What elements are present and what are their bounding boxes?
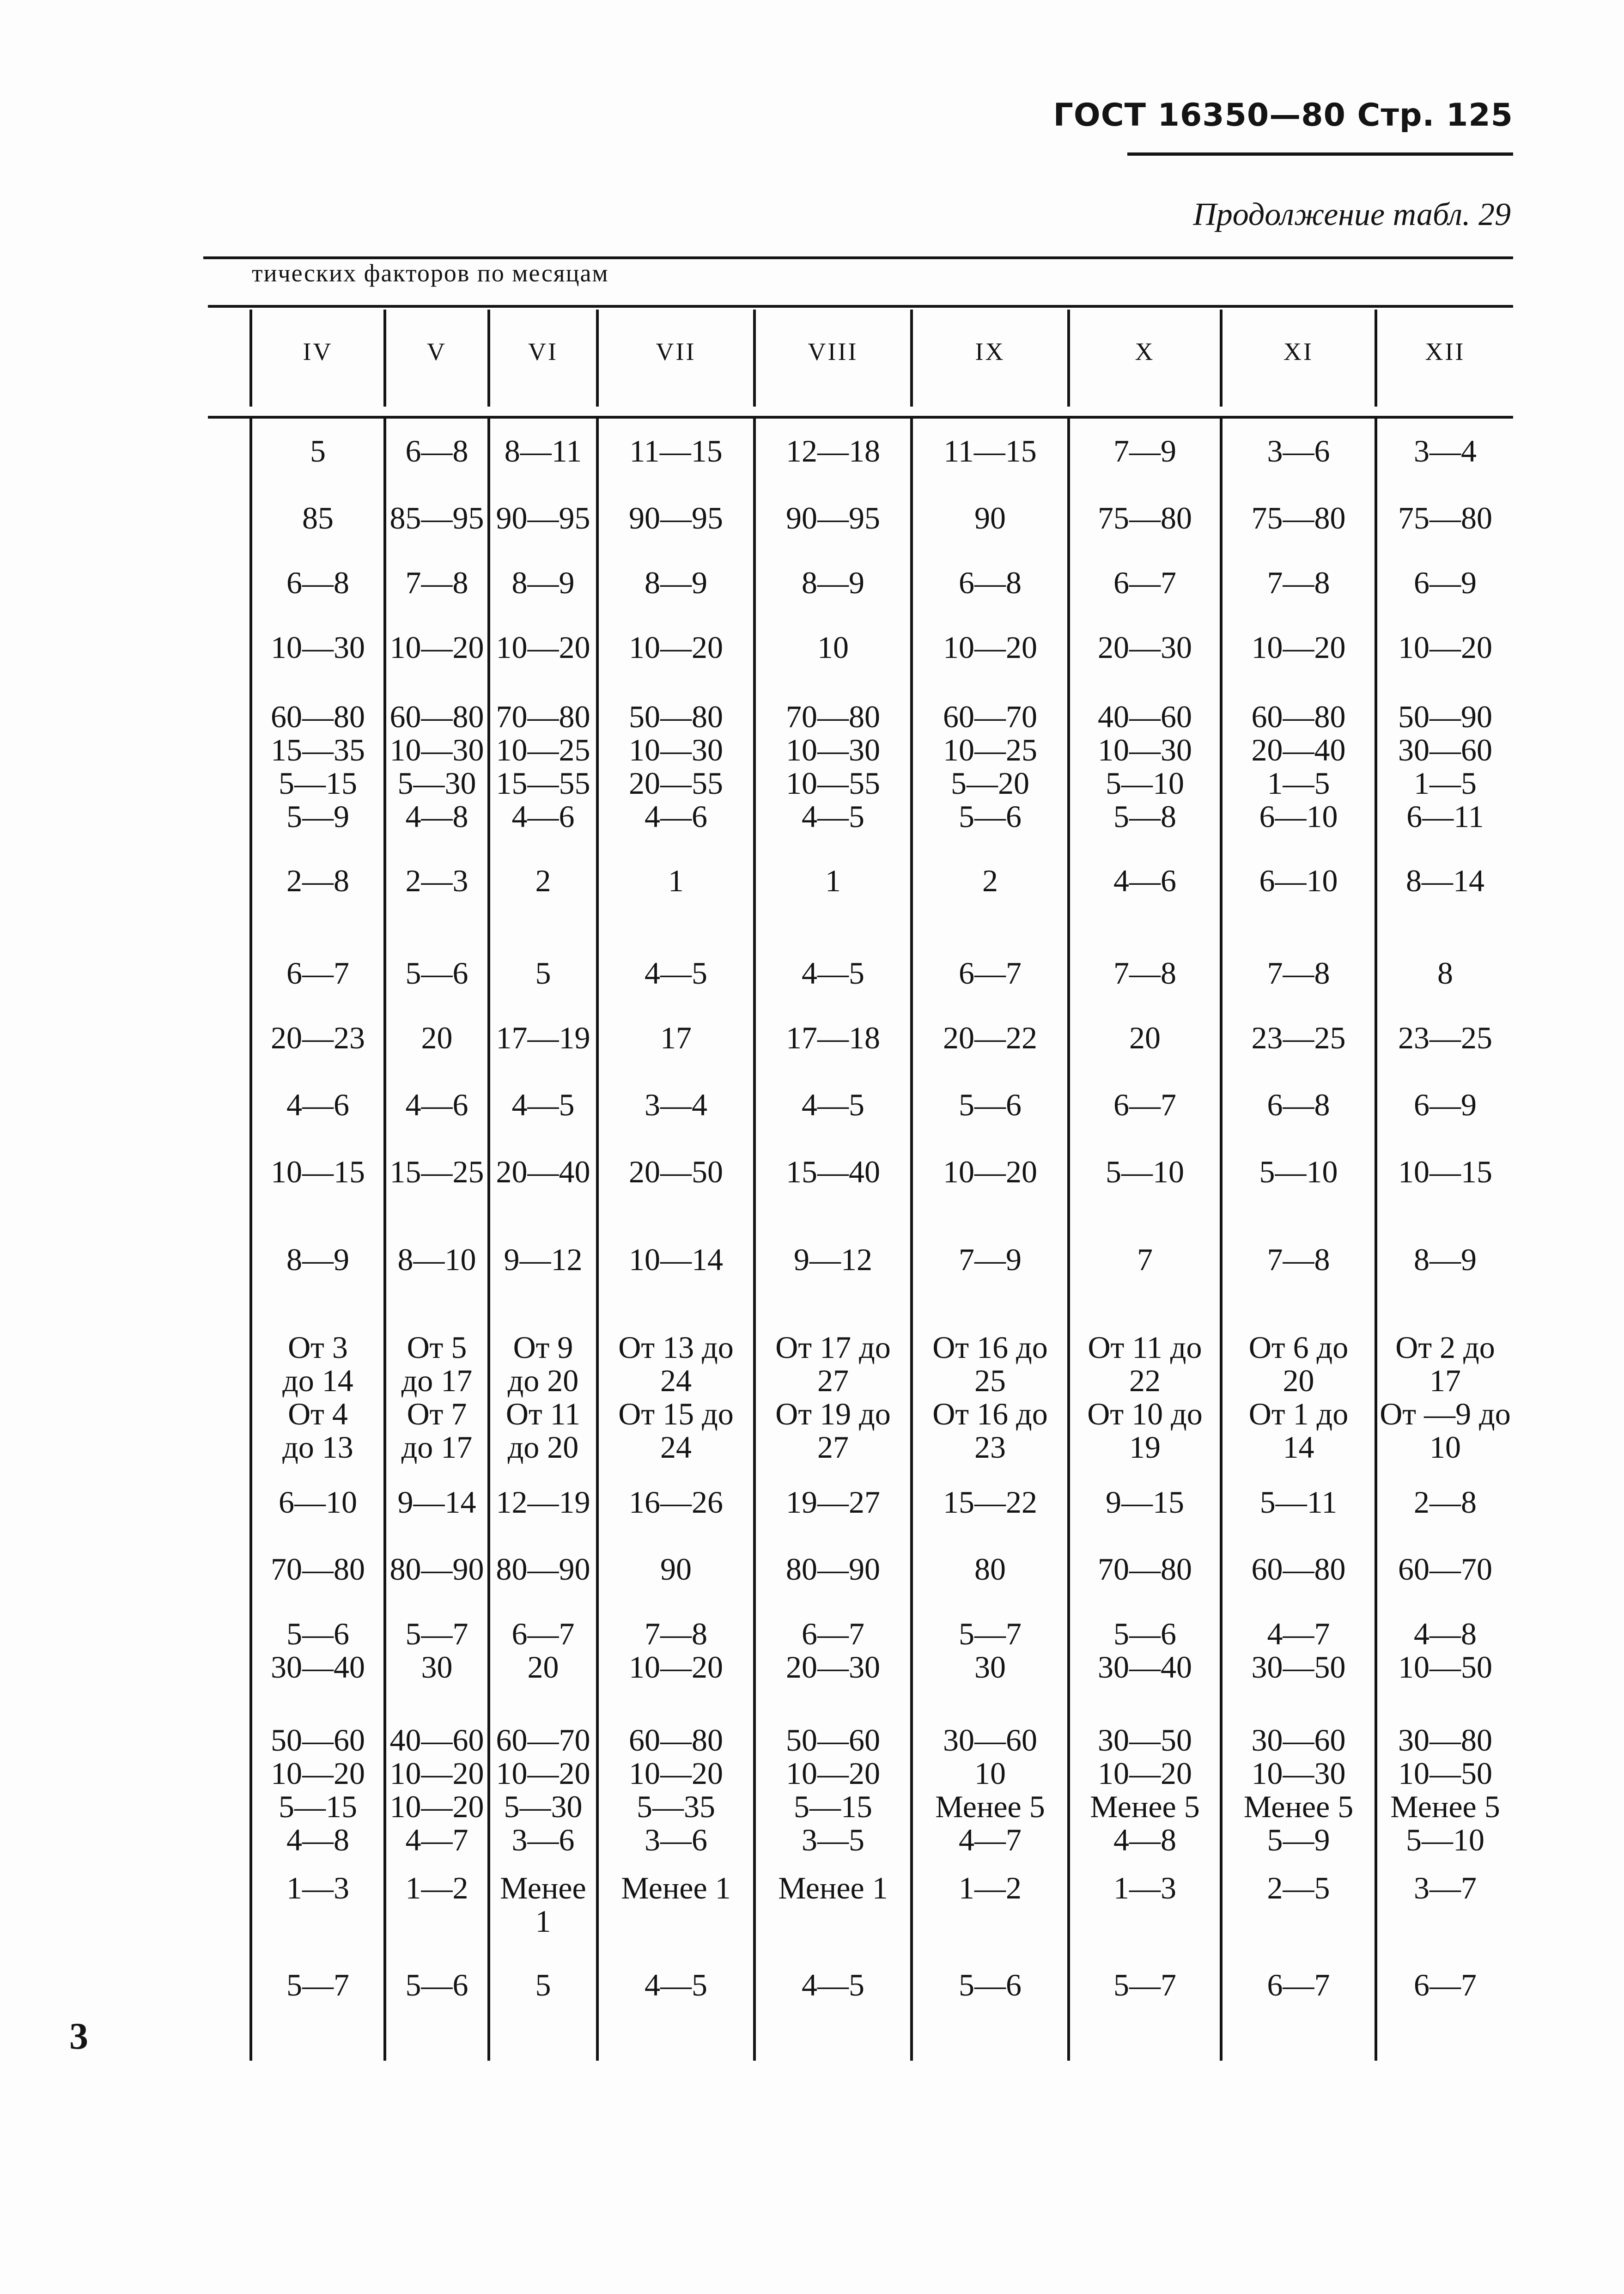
table-cell: 9—12 bbox=[504, 1242, 583, 1277]
table-cell: 40—60 10—30 5—10 5—8 bbox=[1098, 699, 1192, 834]
column-header-month: VIII bbox=[808, 338, 858, 365]
table-cell: 20 bbox=[1129, 1020, 1161, 1055]
table-cell: 90—95 bbox=[629, 500, 723, 535]
table-cell: 20—40 bbox=[496, 1154, 590, 1189]
table-cell: 8—10 bbox=[397, 1242, 476, 1277]
table-cell: 3—4 bbox=[645, 1087, 707, 1122]
table-cell: 4—6 bbox=[286, 1087, 349, 1122]
column-header-month: V bbox=[427, 338, 447, 365]
column-header-month: VII bbox=[656, 338, 696, 365]
table-cell: 5—7 bbox=[286, 1967, 349, 2002]
table-cell: 90 bbox=[660, 1552, 692, 1587]
table-cell: 20—50 bbox=[629, 1154, 723, 1189]
table-cell: 4—5 bbox=[802, 1087, 864, 1122]
table-cell: От 13 до 24 От 15 до 24 bbox=[618, 1330, 734, 1465]
table-cell: 1—2 bbox=[959, 1870, 1022, 1905]
table-cell: 1—3 bbox=[286, 1870, 349, 1905]
table-cell: 20—22 bbox=[943, 1020, 1037, 1055]
table-cell: 4—6 bbox=[1113, 863, 1176, 898]
header-rule bbox=[1127, 152, 1513, 156]
table-cell: От 3 до 14 От 4 до 13 bbox=[282, 1330, 353, 1465]
table-cell: 10 bbox=[817, 630, 849, 665]
table-body-rule bbox=[208, 416, 1513, 419]
table-cell: От 9 до 20 От 11 до 20 bbox=[505, 1330, 581, 1465]
table-cell: 4—5 bbox=[511, 1087, 575, 1122]
table-cell: 5—6 30—40 bbox=[271, 1616, 365, 1685]
table-cell: От 17 до 27 От 19 до 27 bbox=[775, 1330, 891, 1465]
table-cell: 4—8 10—50 bbox=[1398, 1616, 1492, 1685]
table-cell: 1 bbox=[668, 863, 684, 898]
table-cell: 75—80 bbox=[1098, 500, 1192, 535]
table-cell: 2—5 bbox=[1267, 1870, 1330, 1905]
table-cell: 6—9 bbox=[1414, 565, 1477, 600]
table-cell: 1—3 bbox=[1113, 1870, 1176, 1905]
table-cell: От 16 до 25 От 16 до 23 bbox=[932, 1330, 1048, 1465]
table-cell: 60—80 10—30 5—30 4—8 bbox=[389, 699, 484, 834]
table-cell: От 5 до 17 От 7 до 17 bbox=[401, 1330, 473, 1465]
table-cell: 4—5 bbox=[802, 955, 864, 991]
table-cell: 5—7 30 bbox=[405, 1616, 468, 1685]
table-cell: 9—15 bbox=[1106, 1485, 1184, 1520]
table-cell: 5—6 bbox=[959, 1087, 1022, 1122]
table-cell: 30—60 10 Менее 5 4—7 bbox=[935, 1722, 1045, 1857]
table-cell: 7—8 bbox=[1267, 955, 1330, 991]
table-cell: 11—15 bbox=[943, 433, 1037, 469]
table-cell: 20—30 bbox=[1098, 630, 1192, 665]
table-cell: 40—60 10—20 10—20 4—7 bbox=[389, 1722, 484, 1857]
table-cell: 5—6 bbox=[405, 955, 468, 991]
table-cell: 7—8 bbox=[1267, 565, 1330, 600]
table-cell: 2 bbox=[982, 863, 998, 898]
table-cell: 3—7 bbox=[1414, 1870, 1477, 1905]
table-cell: 10—20 bbox=[1398, 630, 1492, 665]
column-header-month: IV bbox=[303, 338, 333, 365]
table-cell: 6—8 bbox=[959, 565, 1022, 600]
table-cell: 2—8 bbox=[286, 863, 349, 898]
table-cell: 15—25 bbox=[389, 1154, 484, 1189]
table-cell: 85—95 bbox=[389, 500, 484, 535]
table-cell: 3—4 bbox=[1414, 433, 1477, 469]
table-cell: 70—80 bbox=[271, 1552, 365, 1587]
table-cell: 8—9 bbox=[645, 565, 707, 600]
table-cell: 6—7 bbox=[1113, 1087, 1176, 1122]
table-cell: 50—60 10—20 5—15 4—8 bbox=[271, 1722, 365, 1857]
table-cell: 10—20 bbox=[943, 630, 1037, 665]
table-header-rule bbox=[208, 305, 1513, 308]
table-cell: 8—11 bbox=[504, 433, 582, 469]
column-header-month: XII bbox=[1425, 338, 1466, 365]
table-cell: 8—9 bbox=[802, 565, 864, 600]
table-cell: 5—6 30—40 bbox=[1098, 1616, 1192, 1685]
table-cell: 5—10 bbox=[1106, 1154, 1184, 1189]
table-cell: Менее 1 bbox=[621, 1870, 731, 1905]
table-cell: 10—20 bbox=[943, 1154, 1037, 1189]
table-cell: От 11 до 22 От 10 до 19 bbox=[1087, 1330, 1203, 1465]
table-cell: 70—80 10—25 15—55 4—6 bbox=[496, 699, 590, 834]
table-cell: 60—70 bbox=[1398, 1552, 1492, 1587]
table-cell: 8 bbox=[1437, 955, 1453, 991]
column-header-month: VI bbox=[528, 338, 558, 365]
table-cell: 70—80 bbox=[1098, 1552, 1192, 1587]
table-cell: 6—10 bbox=[1259, 863, 1338, 898]
table-cell: 8—9 bbox=[1414, 1242, 1477, 1277]
table-cell: 90 bbox=[974, 500, 1006, 535]
table-cell: 7—8 bbox=[1267, 1242, 1330, 1277]
table-cell: 5—7 30 bbox=[959, 1616, 1022, 1685]
table-cell: 50—90 30—60 1—5 6—11 bbox=[1398, 699, 1492, 834]
page-header: ГОСТ 16350—80 Стр. 125 bbox=[1053, 97, 1513, 134]
table-caption: Продолжение табл. 29 bbox=[1193, 197, 1511, 232]
table-cell: 6—8 bbox=[1267, 1087, 1330, 1122]
table-cell: 16—26 bbox=[629, 1485, 723, 1520]
table-cell: 80—90 bbox=[496, 1552, 590, 1587]
table-cell: 6—7 20 bbox=[511, 1616, 575, 1685]
table-cell: 85 bbox=[302, 500, 334, 535]
table-cell: 60—70 10—20 5—30 3—6 bbox=[496, 1722, 590, 1857]
table-cell: 50—80 10—30 20—55 4—6 bbox=[629, 699, 723, 834]
table-cell: 15—22 bbox=[943, 1485, 1037, 1520]
table-cell: 75—80 bbox=[1398, 500, 1492, 535]
table-cell: 4—6 bbox=[405, 1087, 468, 1122]
table-cell: 12—18 bbox=[786, 433, 880, 469]
table-cell: 50—60 10—20 5—15 3—5 bbox=[786, 1722, 880, 1857]
table-cell: 7—8 10—20 bbox=[629, 1616, 723, 1685]
table-cell: 10—15 bbox=[1398, 1154, 1492, 1189]
table-cell: 7—9 bbox=[1113, 433, 1176, 469]
table-cell: 7 bbox=[1137, 1242, 1153, 1277]
column-header-month: IX bbox=[975, 338, 1005, 365]
table-cell: 90—95 bbox=[496, 500, 590, 535]
table-cell: 6—7 bbox=[1113, 565, 1176, 600]
table-cell: 10—20 bbox=[629, 630, 723, 665]
table-cell: 6—7 bbox=[1267, 1967, 1330, 2002]
table-cell: 4—5 bbox=[645, 955, 707, 991]
table-cell: 5—11 bbox=[1259, 1485, 1338, 1520]
table-cell: 4—5 bbox=[802, 1967, 864, 2002]
table-cell: 10—20 bbox=[496, 630, 590, 665]
column-header-month: XI bbox=[1283, 338, 1314, 365]
table-cell: 30—80 10—50 Менее 5 5—10 bbox=[1390, 1722, 1500, 1857]
table-cell: 7—9 bbox=[959, 1242, 1022, 1277]
table-cell: 80—90 bbox=[786, 1552, 880, 1587]
table-cell: 30—60 10—30 Менее 5 5—9 bbox=[1243, 1722, 1354, 1857]
table-cell: 6—7 bbox=[286, 955, 349, 991]
table-cell: 5—10 bbox=[1259, 1154, 1338, 1189]
table-cell: 12—19 bbox=[496, 1485, 590, 1520]
table-cell: 5—6 bbox=[405, 1967, 468, 2002]
table-cell: 23—25 bbox=[1251, 1020, 1346, 1055]
table-cell: 60—70 10—25 5—20 5—6 bbox=[943, 699, 1037, 834]
table-cell: 6—7 bbox=[959, 955, 1022, 991]
table-cell: 90—95 bbox=[786, 500, 880, 535]
table-cell: 60—80 10—20 5—35 3—6 bbox=[629, 1722, 723, 1857]
table-cell: 1 bbox=[825, 863, 841, 898]
table-cell: 2—8 bbox=[1414, 1485, 1477, 1520]
table-cell: 19—27 bbox=[786, 1485, 880, 1520]
table-cell: 17—19 bbox=[496, 1020, 590, 1055]
section-title: тических факторов по месяцам bbox=[252, 259, 609, 287]
table-cell: 9—14 bbox=[397, 1485, 476, 1520]
table-cell: 10—20 bbox=[1251, 630, 1346, 665]
table-cell: 6—10 bbox=[279, 1485, 357, 1520]
table-cell: 60—80 15—35 5—15 5—9 bbox=[271, 699, 365, 834]
table-cell: 60—80 bbox=[1251, 1552, 1346, 1587]
table-cell: 9—12 bbox=[794, 1242, 872, 1277]
table-cell: 75—80 bbox=[1251, 500, 1346, 535]
table-cell: 7—8 bbox=[1113, 955, 1176, 991]
table-cell: 4—5 bbox=[645, 1967, 707, 2002]
table-cell: 8—9 bbox=[286, 1242, 349, 1277]
table-cell: 10—20 bbox=[389, 630, 484, 665]
table-cell: 5—7 bbox=[1113, 1967, 1176, 2002]
table-cell: 3—6 bbox=[1267, 433, 1330, 469]
table-cell: 17—18 bbox=[786, 1020, 880, 1055]
table-cell: 20 bbox=[421, 1020, 453, 1055]
table-cell: 10—15 bbox=[271, 1154, 365, 1189]
table-cell: 6—9 bbox=[1414, 1087, 1477, 1122]
table-cell: 11—15 bbox=[629, 433, 723, 469]
table-cell: 6—8 bbox=[286, 565, 349, 600]
table-cell: От 2 до 17 От —9 до 10 bbox=[1380, 1330, 1511, 1465]
table-cell: 60—80 20—40 1—5 6—10 bbox=[1251, 699, 1346, 834]
table-cell: 70—80 10—30 10—55 4—5 bbox=[786, 699, 880, 834]
table-cell: 17 bbox=[660, 1020, 692, 1055]
table-cell: 5 bbox=[535, 955, 551, 991]
table-cell: 10—30 bbox=[271, 630, 365, 665]
table-cell: 5 bbox=[535, 1967, 551, 2002]
table-cell: Менее 1 bbox=[778, 1870, 888, 1905]
table-cell: 1—2 bbox=[405, 1870, 468, 1905]
table-cell: 8—9 bbox=[511, 565, 575, 600]
table-cell: 6—8 bbox=[405, 433, 468, 469]
table-cell: 10—14 bbox=[629, 1242, 723, 1277]
table-cell: 2—3 bbox=[405, 863, 468, 898]
table-cell: 30—50 10—20 Менее 5 4—8 bbox=[1090, 1722, 1200, 1857]
table-cell: 6—7 bbox=[1414, 1967, 1477, 2002]
table-cell: 15—40 bbox=[786, 1154, 880, 1189]
page-number: 3 bbox=[69, 2015, 88, 2057]
table-cell: 6—7 20—30 bbox=[786, 1616, 880, 1685]
column-header-month: X bbox=[1135, 338, 1155, 365]
table-cell: 80 bbox=[974, 1552, 1006, 1587]
table-cell: 2 bbox=[535, 863, 551, 898]
table-cell: 5—6 bbox=[959, 1967, 1022, 2002]
table-cell: 5 bbox=[310, 433, 326, 469]
table-cell: 23—25 bbox=[1398, 1020, 1492, 1055]
table-cell: От 6 до 20 От 1 до 14 bbox=[1248, 1330, 1349, 1465]
table-cell: 80—90 bbox=[389, 1552, 484, 1587]
table-cell: 8—14 bbox=[1406, 863, 1484, 898]
table-cell: 20—23 bbox=[271, 1020, 365, 1055]
table-cell: 7—8 bbox=[405, 565, 468, 600]
table-cell: 4—7 30—50 bbox=[1251, 1616, 1346, 1685]
table-cell: Менее 1 bbox=[500, 1870, 586, 1939]
